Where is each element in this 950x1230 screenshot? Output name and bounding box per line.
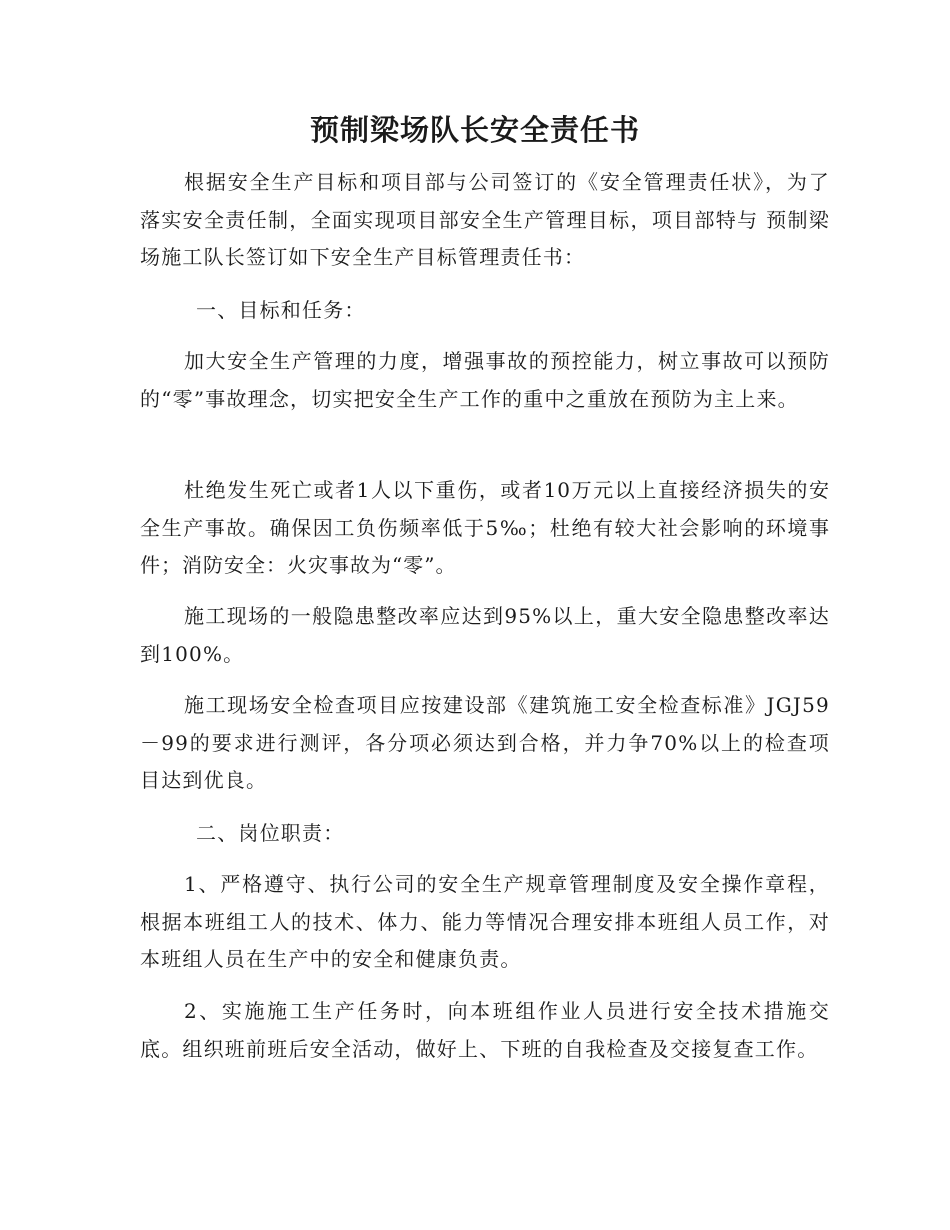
intro-paragraph: 根据安全生产目标和项目部与公司签订的《安全管理责任状》，为了落实安全责任制，全面实现项目部安全生产管理目标，项目部特与 预制梁场施工队长签订如下安全生产目标管理责任书： [140,170,830,269]
section-1-heading: 一、目标和任务： [196,298,366,322]
section-1-paragraph-2: 杜绝发生死亡或者1人以下重伤，或者10万元以上直接经济损失的安全生产事故。确保因工负伤频率低于5‰；杜绝有较大社会影响的环境事件；消防安全：火灾事故为“零”。 [140,478,830,577]
section-1-paragraph-1: 加大安全生产管理的力度，增强事故的预控能力，树立事故可以预防的“零”事故理念，切实把安全生产工作的重中之重放在预防为主上来。 [140,349,830,411]
section-2-item-1: 1、严格遵守、执行公司的安全生产规章管理制度及安全操作章程，根据本班组工人的技术、体力、能力等情况合理安排本班组人员工作，对本班组人员在生产中的安全和健康负责。 [140,872,830,971]
document-title: 预制梁场队长安全责任书 [309,113,640,147]
section-1-paragraph-4: 施工现场安全检查项目应按建设部《建筑施工安全检查标准》JGJ59－99的要求进行测评，各分项必须达到合格，并力争70%以上的检查项目达到优良。 [140,693,830,792]
section-1-paragraph-3: 施工现场的一般隐患整改率应达到95%以上，重大安全隐患整改率达到100%。 [140,604,830,666]
section-2-heading: 二、岗位职责： [196,821,345,845]
section-2-item-2: 2、实施施工生产任务时，向本班组作业人员进行安全技术措施交底。组织班前班后安全活动，做好上、下班的自我检查及交接复查工作。 [140,999,830,1061]
